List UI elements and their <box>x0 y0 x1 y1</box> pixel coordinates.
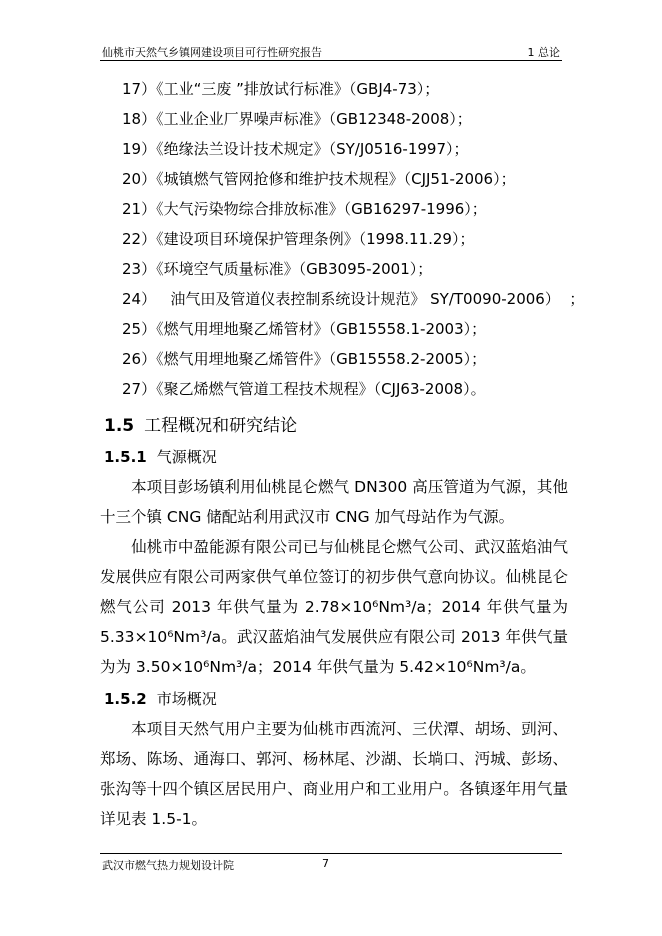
paragraph-text: 仙桃市中盈能源有限公司已与仙桃昆仑燃气公司、武汉蓝焰油气发展供应有限公司两家供气单位签订的初步供气意向协议。仙桃昆仑燃气公司 2013 年供气量为 2.78×10⁶Nm³/a；2014 年供气量为 5.33×10⁶Nm³/a。武汉蓝焰油气发展供应有限公司 2013 年供气量为为 3.50×10⁶Nm³/a；2014 年供气量为 5.42×10⁶Nm³/a。 <box>100 538 568 676</box>
reference-item: 23）《环境空气质量标准》（GB3095-2001）； <box>122 260 433 278</box>
reference-item: 24） 油气田及管道仪表控制系统设计规范》 SY/T0090-2006） ； <box>122 290 585 308</box>
section-number: 1.5 <box>104 416 135 436</box>
section-heading <box>104 411 297 436</box>
paragraph <box>100 472 568 532</box>
reference-item: 25）《燃气用埋地聚乙烯管材》（GB15558.1-2003）； <box>122 320 487 338</box>
paragraph <box>100 532 568 682</box>
reference-item: 17）《工业“三废 ”排放试行标准》（GBJ4-73）； <box>122 80 440 98</box>
subsection-title: 市场概况 <box>156 690 217 708</box>
reference-item: 26）《燃气用埋地聚乙烯管件》（GB15558.2-2005）； <box>122 350 487 368</box>
reference-item: 21）《大气污染物综合排放标准》（GB16297-1996）； <box>122 200 487 218</box>
paragraph-text: 本项目彭场镇利用仙桃昆仑燃气 DN300 高压管道为气源，其他十三个镇 CNG 储配站利用武汉市 CNG 加气母站作为气源。 <box>100 478 568 526</box>
subsection-title: 气源概况 <box>156 448 217 466</box>
subsection-number: 1.5.2 <box>104 690 147 708</box>
footer-org: 武汉市燃气热力规划设计院 <box>102 859 234 872</box>
paragraph <box>100 714 568 834</box>
header-title: 仙桃市天然气乡镇网建设项目可行性研究报告 <box>102 46 322 59</box>
paragraph-text: 本项目天然气用户主要为仙桃市西流河、三伏潭、胡场、剅河、郑场、陈场、通海口、郭河、杨林尾、沙湖、长埫口、沔城、彭场、张沟等十四个镇区居民用户、商业用户和工业用户。各镇逐年用气量详见表 1.5-1。 <box>100 720 568 828</box>
reference-item: 22）《建设项目环境保护管理条例》（1998.11.29）； <box>122 230 475 248</box>
subsection-heading <box>104 688 217 709</box>
page-number: 7 <box>322 857 329 870</box>
page-footer <box>100 853 562 874</box>
section-title: 工程概况和研究结论 <box>144 416 298 436</box>
reference-item: 19）《绝缘法兰设计技术规定》（SY/J0516-1997）； <box>122 140 469 158</box>
subsection-number: 1.5.1 <box>104 448 147 466</box>
page-header <box>100 40 562 61</box>
reference-item: 20）《城镇燃气管网抢修和维护技术规程》（CJJ51-2006）； <box>122 170 516 188</box>
reference-item: 27）《聚乙烯燃气管道工程技术规程》（CJJ63-2008）。 <box>122 380 486 398</box>
subsection-heading <box>104 446 217 467</box>
header-chapter: 1 总论 <box>527 46 560 59</box>
reference-item: 18）《工业企业厂界噪声标准》（GB12348-2008）； <box>122 110 472 128</box>
